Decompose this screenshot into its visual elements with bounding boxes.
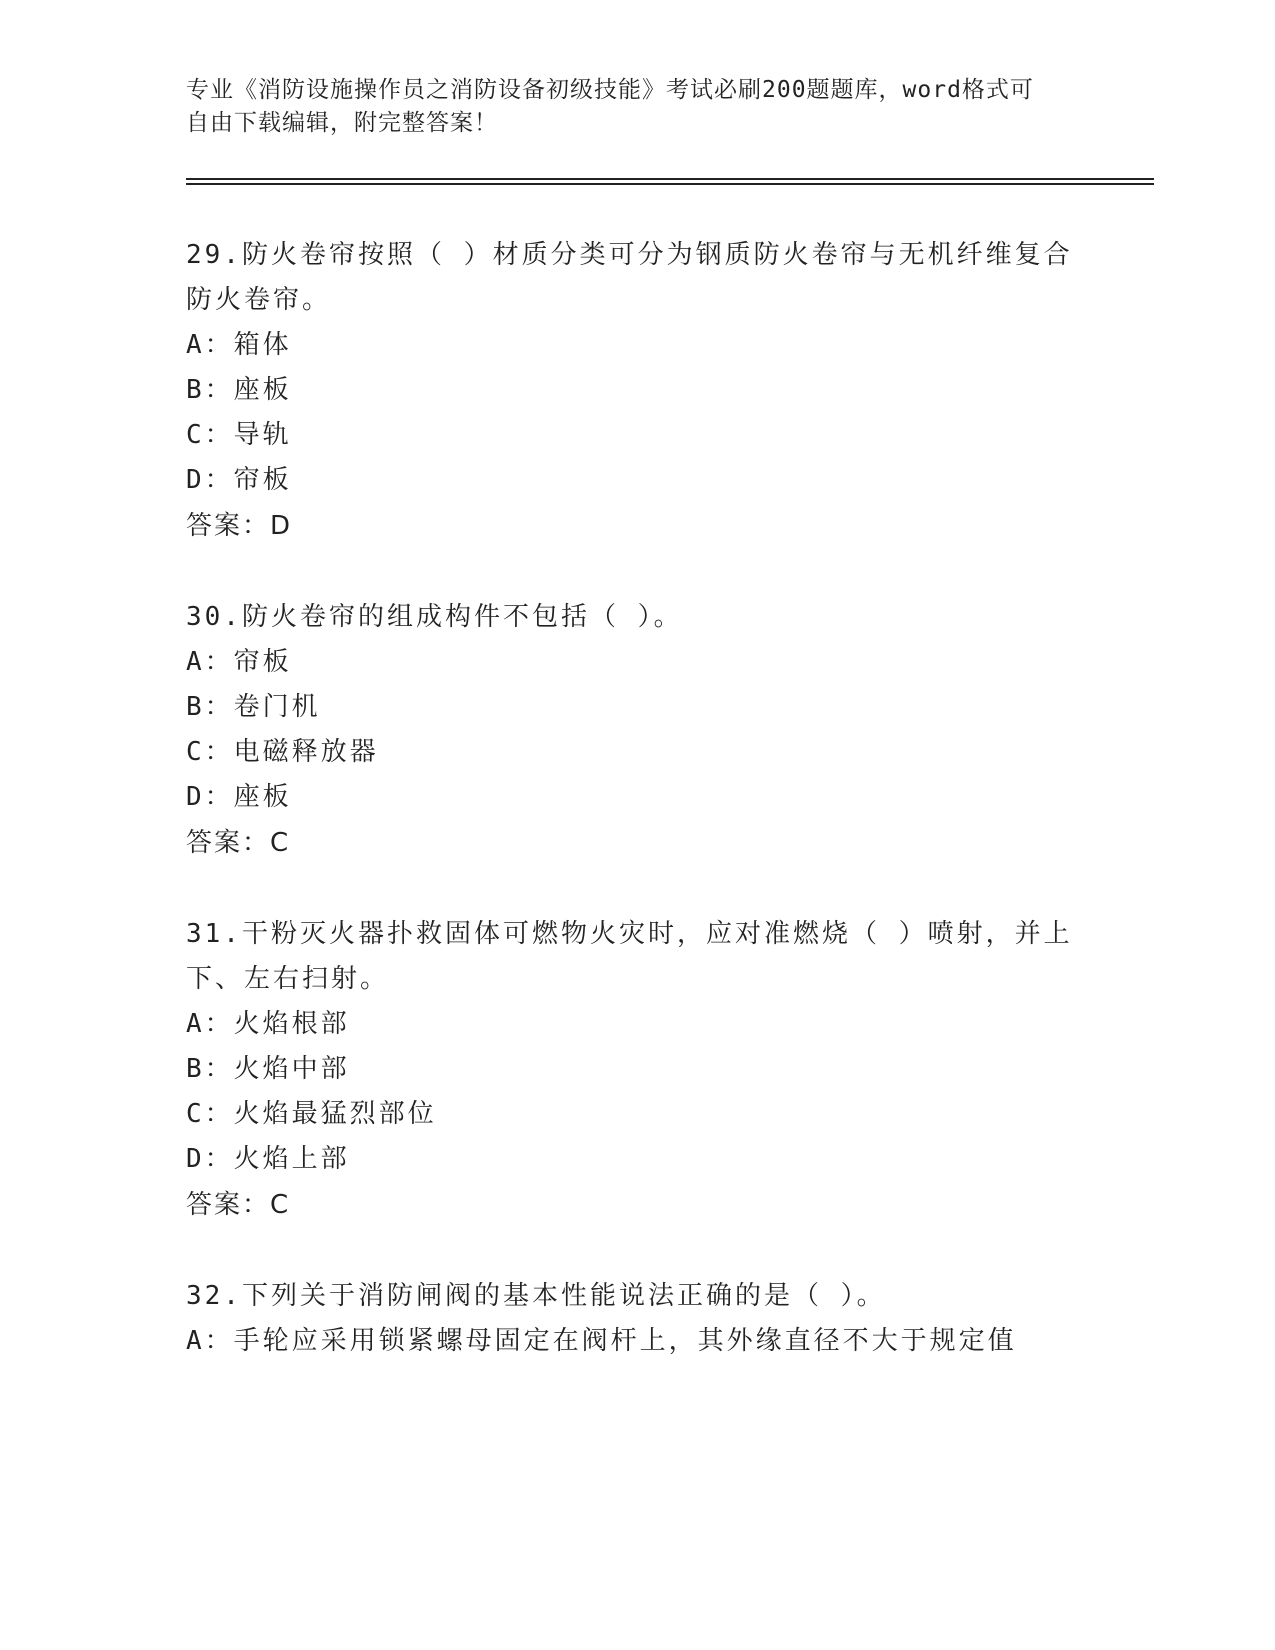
question-stem: 31.干粉灭火器扑救固体可燃物火灾时，应对准燃烧（ ）喷射，并上	[186, 919, 1073, 949]
question-32	[186, 1274, 1086, 1364]
question-29	[186, 233, 1086, 549]
question-stem: 30.防火卷帘的组成构件不包括（ ）。	[186, 602, 683, 632]
question-stem-continued: 下、左右扫射。	[186, 964, 390, 994]
question-stem: 29.防火卷帘按照（ ）材质分类可分为钢质防火卷帘与无机纤维复合	[186, 240, 1073, 270]
option-a: A：火焰根部	[186, 1009, 350, 1039]
header-divider-bottom	[186, 183, 1154, 185]
option-a: A：手轮应采用锁紧螺母固定在阀杆上，其外缘直径不大于规定值	[186, 1326, 1017, 1356]
option-a: A：箱体	[186, 330, 292, 360]
option-d: D：帘板	[186, 465, 292, 495]
answer: 答案：C	[186, 828, 291, 858]
header-line-2: 自由下载编辑，附完整答案！	[186, 110, 498, 136]
option-b: B：座板	[186, 375, 292, 405]
option-b: B：卷门机	[186, 692, 321, 722]
question-list	[186, 233, 1086, 1410]
question-stem-continued: 防火卷帘。	[186, 285, 332, 315]
option-d: D：火焰上部	[186, 1144, 350, 1174]
answer: 答案：D	[186, 511, 293, 541]
option-a: A：帘板	[186, 647, 292, 677]
header-divider-top	[186, 178, 1154, 180]
question-31	[186, 912, 1086, 1228]
question-stem: 32.下列关于消防闸阀的基本性能说法正确的是（ ）。	[186, 1281, 886, 1311]
option-c: C：导轨	[186, 420, 292, 450]
header-line-1: 专业《消防设施操作员之消防设备初级技能》考试必刷200题题库，word格式可	[186, 77, 1034, 103]
document-header	[186, 74, 1066, 140]
question-30	[186, 595, 1086, 866]
option-c: C：火焰最猛烈部位	[186, 1099, 437, 1129]
option-c: C：电磁释放器	[186, 737, 379, 767]
option-d: D：座板	[186, 782, 292, 812]
answer: 答案：C	[186, 1190, 291, 1220]
option-b: B：火焰中部	[186, 1054, 350, 1084]
